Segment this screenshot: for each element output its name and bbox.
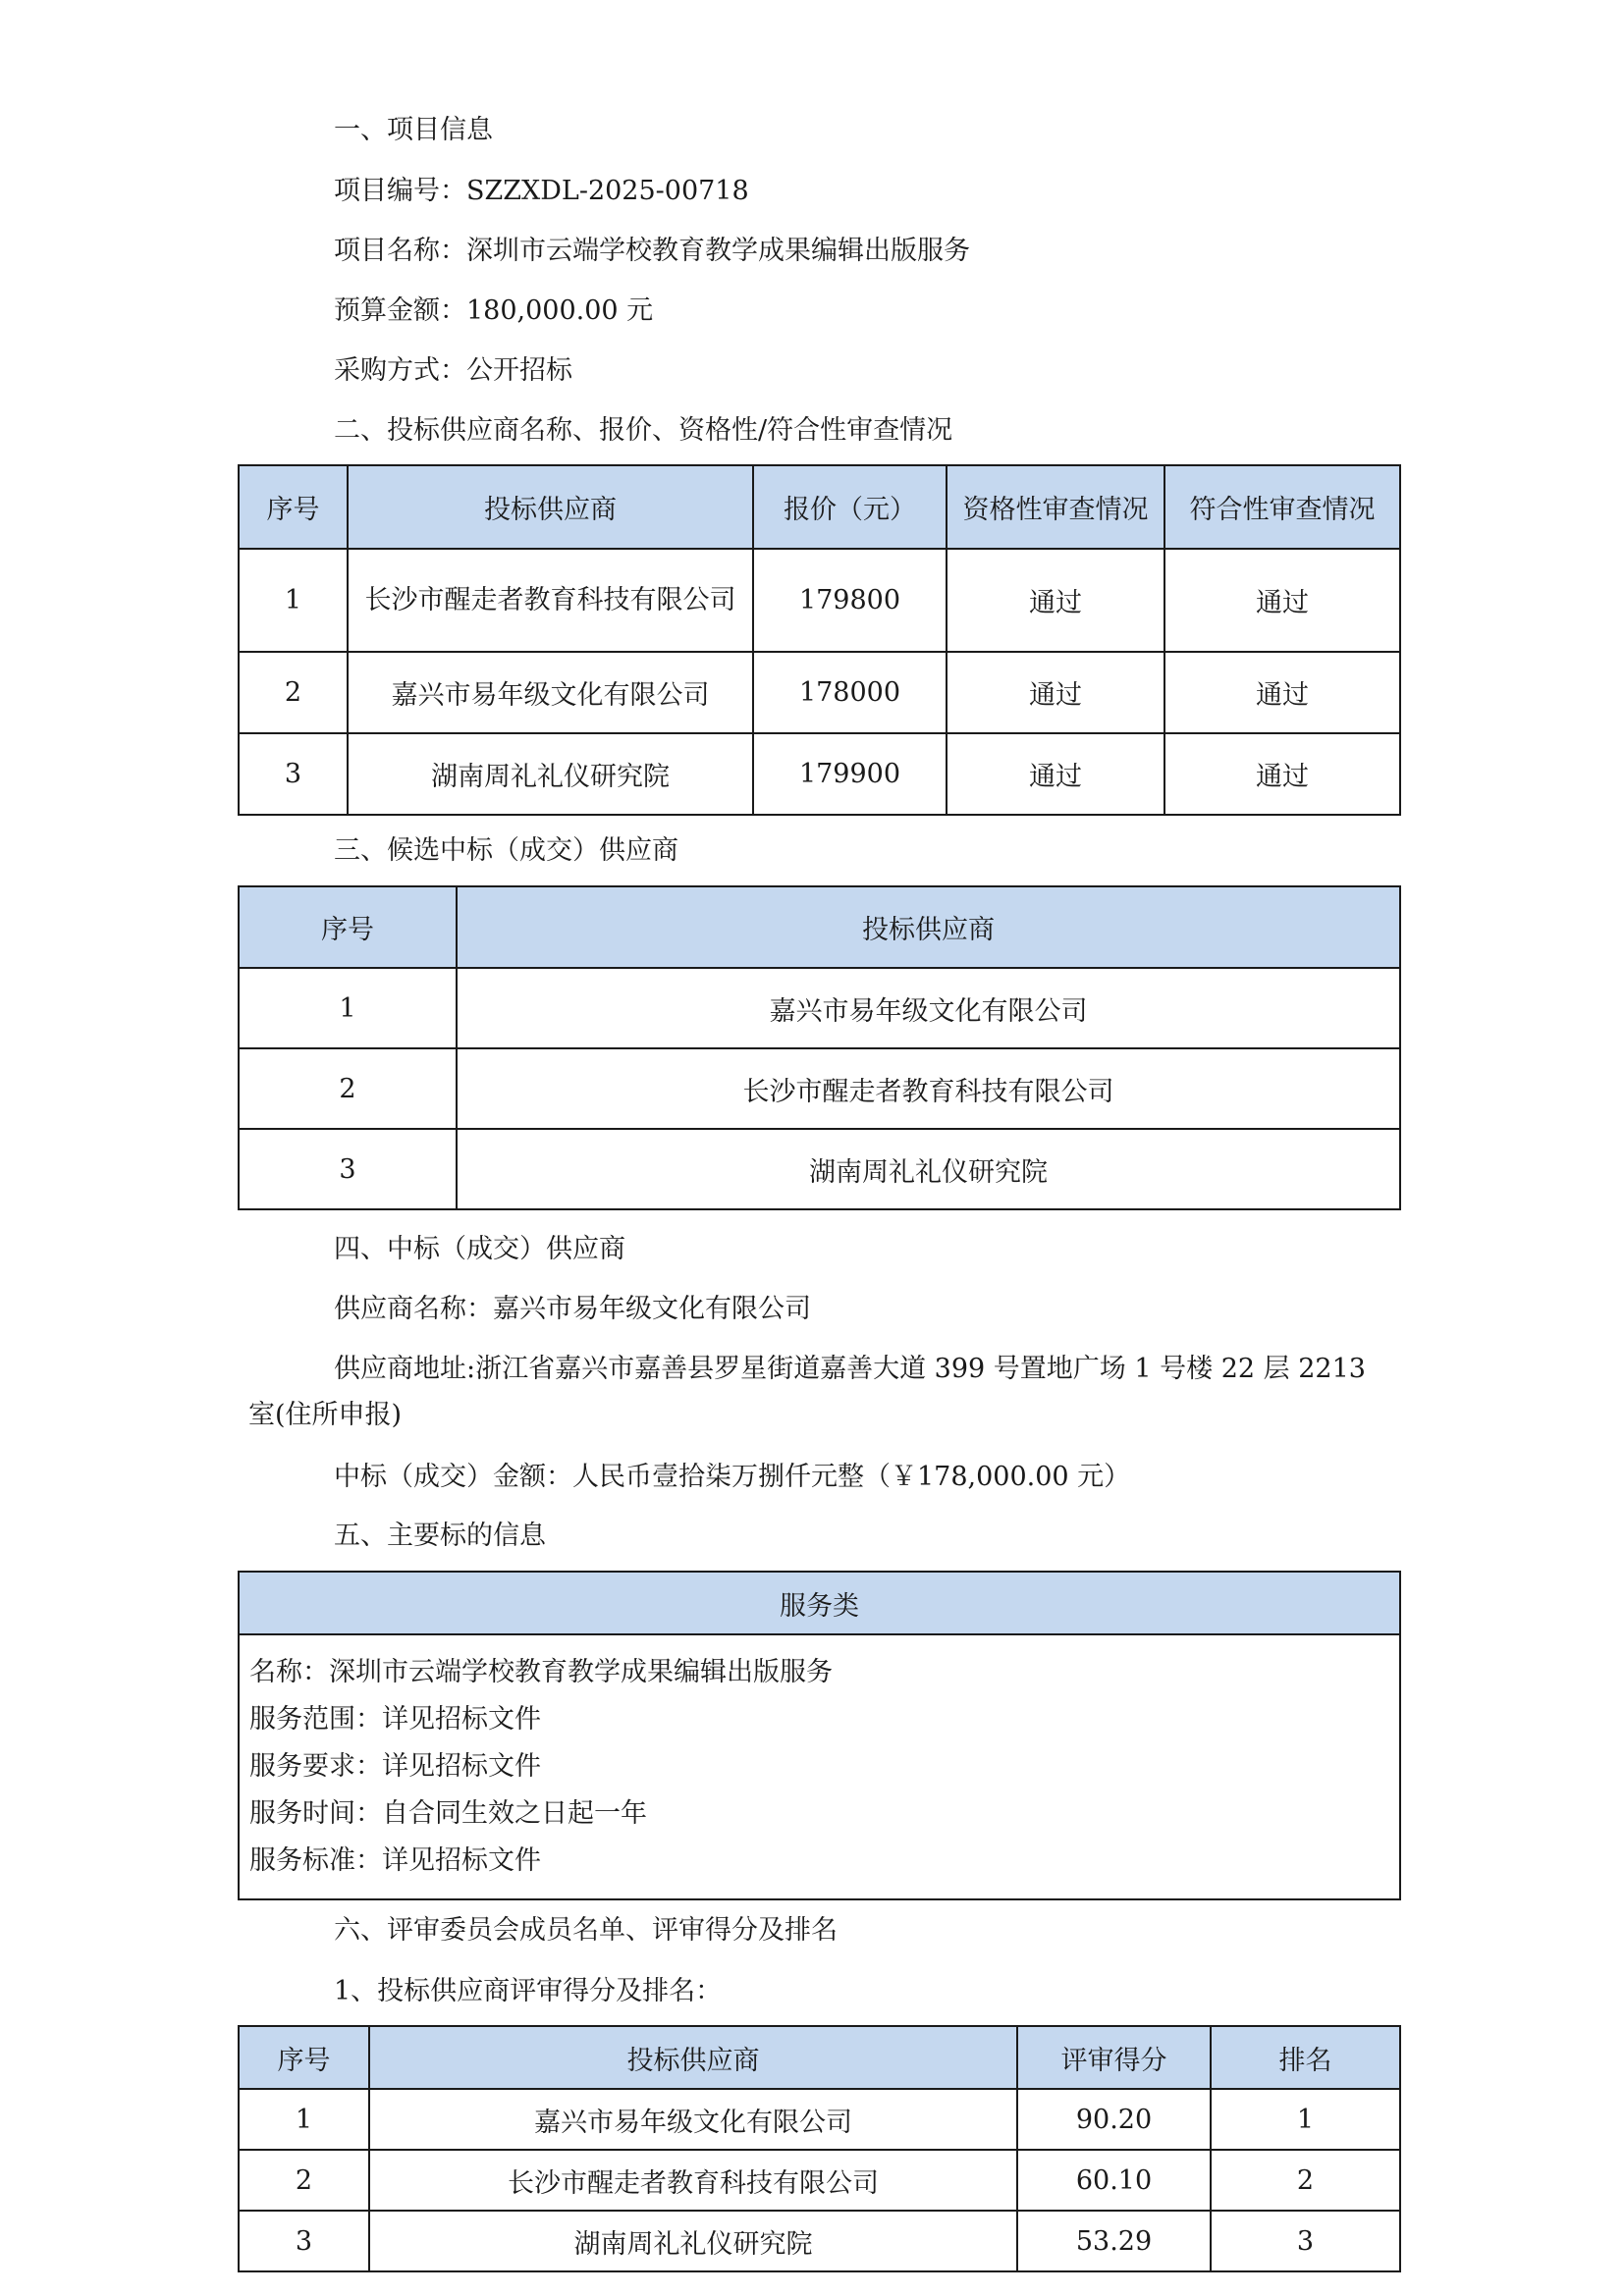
row-supplier: 嘉兴市易年级文化有限公司 [348, 652, 753, 733]
row-score: 53.29 [1017, 2211, 1211, 2271]
service-requirements: 服务要求：详见招标文件 [249, 1751, 541, 1782]
winning-supplier-name: 供应商名称：嘉兴市易年级文化有限公司 [334, 1294, 811, 1324]
row-index: 3 [239, 2211, 369, 2271]
row-supplier: 湖南周礼礼仪研究院 [369, 2211, 1017, 2271]
row-supplier: 长沙市醒走者教育科技有限公司 [457, 1048, 1400, 1129]
service-period: 服务时间：自合同生效之日起一年 [249, 1798, 647, 1829]
table-row [239, 2089, 1400, 2150]
winning-supplier-address: 供应商地址:浙江省嘉兴市嘉善县罗星街道嘉善大道 399 号置地广场 1 号楼 22 层 2213 [334, 1354, 1366, 1384]
service-standard: 服务标准：详见招标文件 [249, 1845, 541, 1876]
row-rank: 2 [1211, 2150, 1400, 2211]
col-header-price: 报价（元） [753, 465, 947, 549]
procurement-method: 采购方式：公开招标 [334, 355, 572, 386]
winning-supplier-address-cont: 室(住所申报) [248, 1400, 403, 1430]
section-5-heading: 五、主要标的信息 [334, 1521, 546, 1551]
table-row [239, 1129, 1400, 1209]
row-index: 1 [239, 2089, 369, 2150]
row-price: 178000 [753, 652, 947, 733]
col-header-rank: 排名 [1211, 2026, 1400, 2089]
row-supplier: 嘉兴市易年级文化有限公司 [369, 2089, 1017, 2150]
table-row [239, 1048, 1400, 1129]
col-header-qualification: 资格性审查情况 [947, 465, 1164, 549]
budget-amount: 预算金额：180,000.00 元 [334, 295, 654, 326]
row-compliance: 通过 [1164, 549, 1400, 652]
candidate-table [238, 885, 1401, 1210]
col-header-index: 序号 [239, 886, 457, 968]
col-header-index: 序号 [239, 2026, 369, 2089]
row-supplier: 湖南周礼礼仪研究院 [348, 733, 753, 815]
table-row [239, 733, 1400, 815]
row-supplier: 嘉兴市易年级文化有限公司 [457, 968, 1400, 1048]
row-supplier: 长沙市醒走者教育科技有限公司 [369, 2150, 1017, 2211]
table-row [239, 2211, 1400, 2271]
subject-name: 名称：深圳市云端学校教育教学成果编辑出版服务 [249, 1657, 833, 1687]
section-2-heading: 二、投标供应商名称、报价、资格性/符合性审查情况 [334, 415, 953, 446]
row-compliance: 通过 [1164, 733, 1400, 815]
service-scope: 服务范围：详见招标文件 [249, 1704, 541, 1735]
row-price: 179900 [753, 733, 947, 815]
row-index: 3 [239, 733, 348, 815]
subject-details [239, 1634, 1400, 1899]
row-rank: 1 [1211, 2089, 1400, 2150]
row-score: 90.20 [1017, 2089, 1211, 2150]
bid-review-table [238, 464, 1401, 816]
row-index: 2 [239, 1048, 457, 1129]
score-ranking-table [238, 2025, 1401, 2272]
winning-amount: 中标（成交）金额：人民币壹拾柒万捌仟元整（￥178,000.00 元） [334, 1462, 1131, 1492]
row-index: 1 [239, 968, 457, 1048]
row-index: 3 [239, 1129, 457, 1209]
row-qualification: 通过 [947, 652, 1164, 733]
row-qualification: 通过 [947, 733, 1164, 815]
section-1-heading: 一、项目信息 [334, 115, 493, 145]
col-header-compliance: 符合性审查情况 [1164, 465, 1400, 549]
row-compliance: 通过 [1164, 652, 1400, 733]
project-number: 项目编号：SZZXDL-2025-00718 [334, 176, 749, 206]
row-index: 2 [239, 652, 348, 733]
section-3-heading: 三、候选中标（成交）供应商 [334, 835, 678, 866]
row-qualification: 通过 [947, 549, 1164, 652]
row-score: 60.10 [1017, 2150, 1211, 2211]
row-price: 179800 [753, 549, 947, 652]
project-name: 项目名称：深圳市云端学校教育教学成果编辑出版服务 [334, 236, 970, 266]
table-row [239, 968, 1400, 1048]
col-header-supplier: 投标供应商 [369, 2026, 1017, 2089]
section-4-heading: 四、中标（成交）供应商 [334, 1234, 625, 1264]
category-header: 服务类 [239, 1572, 1400, 1634]
section-6-subheading: 1、投标供应商评审得分及排名： [334, 1976, 723, 2006]
row-index: 1 [239, 549, 348, 652]
table-row [239, 2150, 1400, 2211]
row-index: 2 [239, 2150, 369, 2211]
col-header-score: 评审得分 [1017, 2026, 1211, 2089]
row-supplier: 湖南周礼礼仪研究院 [457, 1129, 1400, 1209]
row-rank: 3 [1211, 2211, 1400, 2271]
section-6-heading: 六、评审委员会成员名单、评审得分及排名 [334, 1915, 838, 1946]
table-row [239, 652, 1400, 733]
col-header-supplier: 投标供应商 [348, 465, 753, 549]
col-header-supplier: 投标供应商 [457, 886, 1400, 968]
row-supplier: 长沙市醒走者教育科技有限公司 [348, 549, 753, 652]
subject-info-table [238, 1571, 1401, 1900]
table-row [239, 549, 1400, 652]
col-header-index: 序号 [239, 465, 348, 549]
